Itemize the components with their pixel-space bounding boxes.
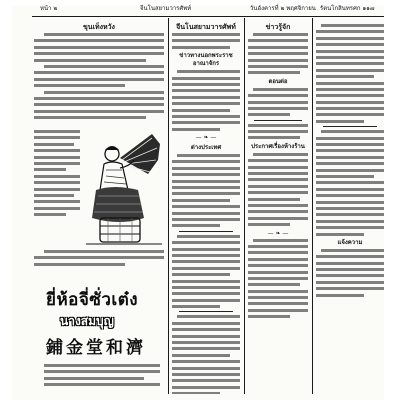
column-title: ขุนเท็งหวัง: [83, 22, 115, 31]
column-1: [34, 20, 164, 130]
section-heading: ตอนต่อ: [268, 77, 288, 85]
column-1-side-text: [34, 130, 80, 242]
column-4: [248, 20, 308, 394]
column-rule: [244, 18, 245, 394]
section-heading: ข่าวทางนอกพระราชอาณาจักร: [179, 52, 233, 68]
section-heading: ต่างประเทศ: [190, 144, 222, 152]
ornament: — ❧ —: [267, 229, 289, 237]
advert-subtitle: นางสมบุญ: [60, 314, 114, 328]
advert-chinese-name: 鋪金堂和濟: [46, 338, 146, 358]
woman-with-fan-illustration: [82, 130, 164, 248]
issue-date: วันอังคารที่ ๒ พฤศจิกายน: [250, 5, 316, 12]
paper-name: จีนโนสยามวารศัพท์: [140, 5, 192, 12]
column-3: [172, 20, 240, 394]
advert-brand: ยี่ห้อจี่ซั่วเต๋ง: [46, 290, 139, 310]
column-1-lower-text: [34, 250, 164, 280]
advert-text: [44, 364, 160, 390]
advertisement: [40, 286, 162, 396]
era-year: รัตนโกสินทรศก ๑๑๗: [320, 5, 375, 12]
header-rule: [32, 16, 384, 17]
column-5: [316, 20, 384, 394]
column-rule: [312, 18, 313, 394]
page-header: [20, 4, 380, 14]
article-text: [34, 33, 164, 119]
page-number: หน้า ๒: [40, 5, 58, 12]
ornament: — ❧ —: [195, 134, 217, 142]
column-title: ข่าวรู้จัก: [265, 22, 291, 31]
section-heading: แจ้งความ: [337, 238, 363, 246]
masthead-title: จีนโนสยามวารศัพท์: [176, 22, 236, 31]
column-rule: [168, 18, 169, 394]
section-heading: ประกาศเรื่องห้างร้าน: [251, 142, 305, 150]
